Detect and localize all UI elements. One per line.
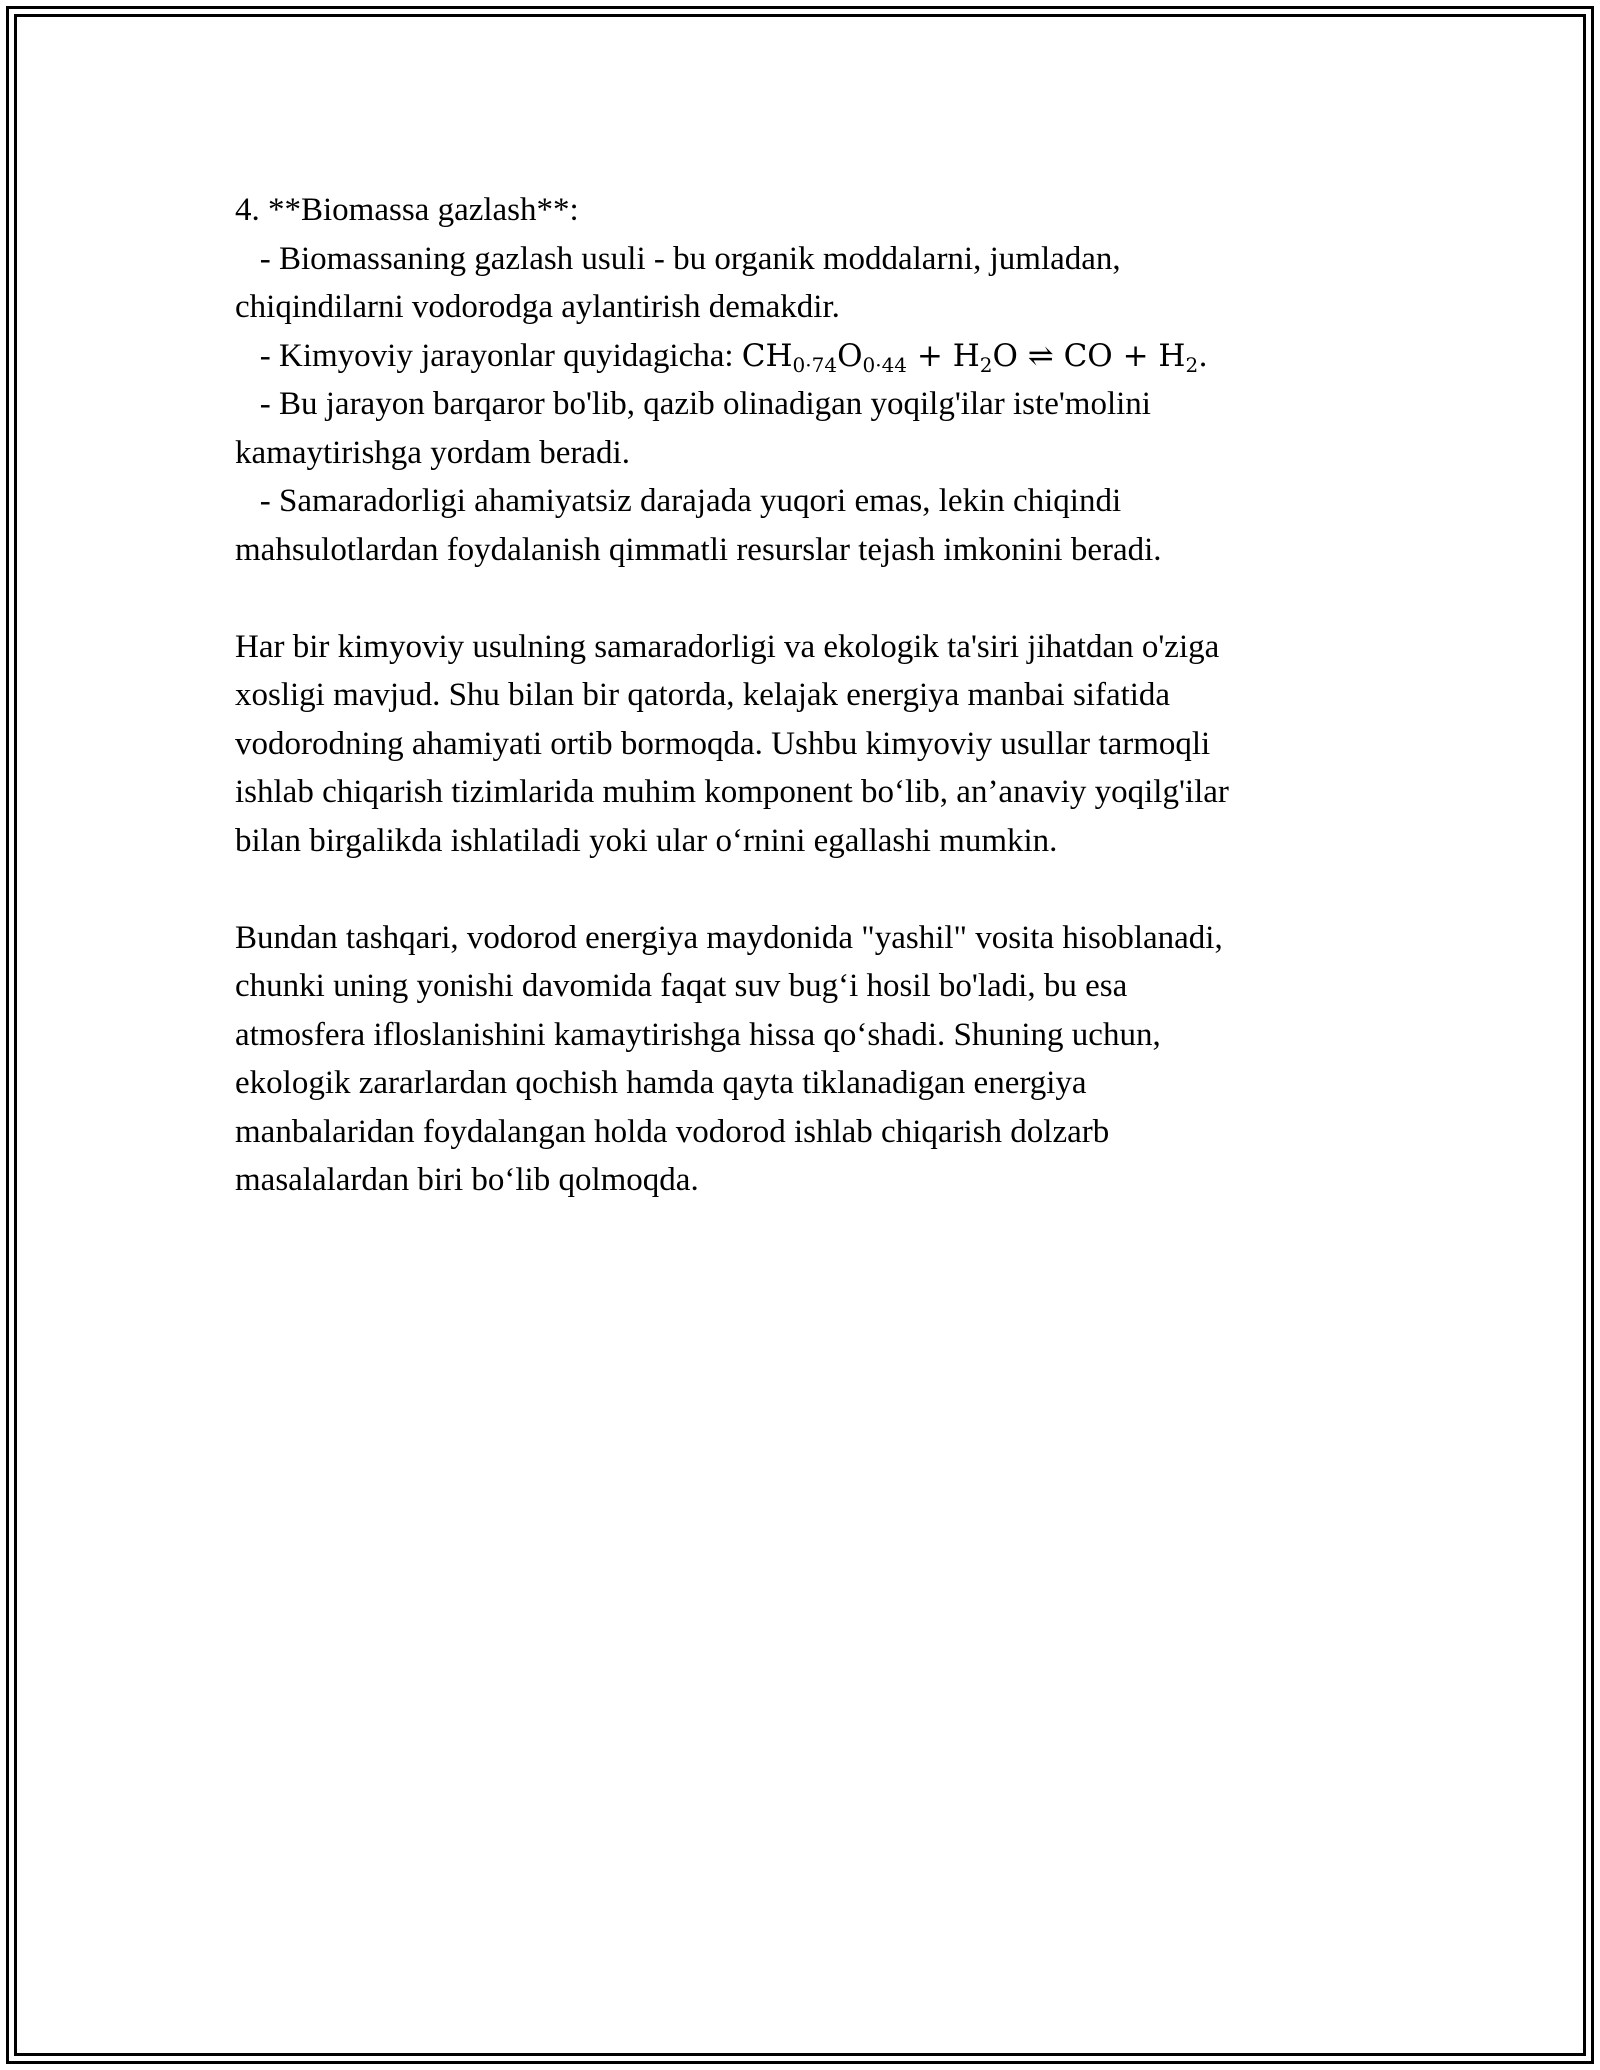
paragraph-spacer bbox=[235, 865, 1365, 914]
paragraph-2-line: chunki uning yonishi davomida faqat suv bug‘i hosil bo'ladi, bu esa bbox=[235, 968, 1128, 1004]
paragraph-2-line: Bundan tashqari, vodorod energiya maydonida "yashil" vosita hisoblanadi, bbox=[235, 919, 1223, 956]
bullet-chemical-process bbox=[235, 332, 1365, 381]
bullet-efficiency-line-1: - Samaradorligi ahamiyatsiz darajada yuqori emas, lekin chiqindi bbox=[235, 483, 1122, 519]
paragraph-1-line: ishlab chiqarish tizimlarida muhim komponent bo‘lib, an’anaviy yoqilg'ilar bbox=[235, 774, 1229, 810]
paragraph-2-line: masalalardan biri bo‘lib qolmoqda. bbox=[235, 1162, 699, 1198]
paragraph-2-line: ekologik zararlardan qochish hamda qayta tiklanadigan energiya bbox=[235, 1065, 1087, 1101]
bullet-sustainability-line-2: kamaytirishga yordam beradi. bbox=[235, 434, 630, 471]
bullet-efficiency-line-2: mahsulotlardan foydalanish qimmatli resurslar tejash imkonini beradi. bbox=[235, 531, 1162, 568]
paragraph-spacer bbox=[235, 574, 1365, 623]
paragraph-2-line: manbalaridan foydalangan holda vodorod ishlab chiqarish dolzarb bbox=[235, 1113, 1110, 1150]
document-body bbox=[235, 186, 1365, 1205]
bullet-gasification-line-1: - Biomassaning gazlash usuli - bu organik moddalarni, jumladan, bbox=[235, 240, 1121, 277]
paragraph-1-line: Har bir kimyoviy usulning samaradorligi va ekologik ta'siri jihatdan o'ziga bbox=[235, 628, 1220, 665]
bullet-chemical-process-label: - Kimyoviy jarayonlar quyidagicha: bbox=[235, 337, 742, 374]
paragraph-1-line: vodorodning ahamiyati ortib bormoqda. Ushbu kimyoviy usullar tarmoqli bbox=[235, 725, 1211, 762]
bullet-sustainability-line-1: - Bu jarayon barqaror bo'lib, qazib olinadigan yoqilg'ilar iste'molini bbox=[235, 386, 1151, 422]
bullet-gasification-line-2: chiqindilarni vodorodga aylantirish demakdir. bbox=[235, 289, 840, 325]
section-heading: 4. **Biomassa gazlash**: bbox=[235, 192, 579, 228]
paragraph-1-line: xosligi mavjud. Shu bilan bir qatorda, kelajak energiya manbai sifatida bbox=[235, 677, 1171, 713]
chemical-formula: $CH_{0\cdot 74}O_{0\cdot 44} + H_2O$ ⇌ CO + $H_2$. bbox=[741, 337, 1209, 377]
paragraph-2-line: atmosfera ifloslanishini kamaytirishga hissa qo‘shadi. Shuning uchun, bbox=[235, 1016, 1161, 1053]
paragraph-1-line: bilan birgalikda ishlatiladi yoki ular o‘rnini egallashi mumkin. bbox=[235, 822, 1058, 859]
